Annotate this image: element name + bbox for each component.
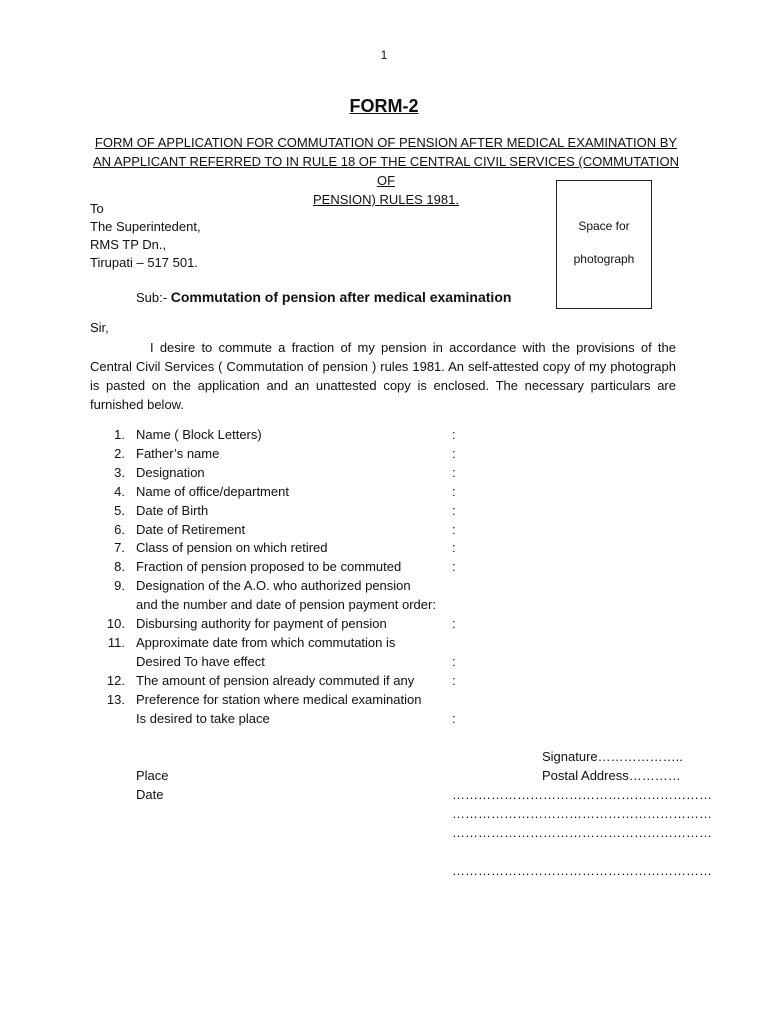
item-colon: : [452, 710, 456, 726]
postal-address-line: Postal Address………… [542, 768, 681, 783]
item-label: Approximate date from which commutation is [136, 634, 396, 650]
item-colon: : [452, 672, 456, 688]
page-number: 1 [380, 48, 388, 62]
item-number: 11. [107, 634, 125, 650]
photo-box-label: Space for [578, 219, 630, 233]
subject-label: Sub:- [136, 290, 168, 305]
subject-line [136, 289, 511, 305]
address-line: The Superintedent, [90, 219, 201, 234]
item-number: 6. [114, 521, 125, 537]
photograph-box [556, 180, 652, 309]
item-number: 7. [114, 540, 125, 556]
item-colon: : [452, 483, 456, 499]
salutation: Sir, [90, 320, 109, 335]
item-number: 8. [114, 559, 125, 575]
item-colon: : [452, 521, 456, 537]
address-dotted-line: …………………………………………………… [452, 825, 712, 840]
body-paragraph [90, 338, 676, 414]
body-text: I desire to commute a fraction of my pension in accordance with the provisions of the Central Civil Services ( Commutation of pension ) rules 1981. An self-attested copy of my photograph is pasted on the application and an unattested copy is enclosed. The necessary particulars are furnished below. [90, 340, 676, 412]
address-line: RMS TP Dn., [90, 237, 167, 252]
item-label: Date of Birth [136, 502, 209, 518]
item-colon: : [452, 616, 456, 631]
item-colon: : [452, 502, 456, 518]
item-colon: : [452, 427, 456, 442]
item-number: 13. [106, 691, 125, 707]
item-label: and the number and date of pension payment order: [136, 597, 436, 613]
item-label: Father’s name [136, 445, 220, 461]
item-number: 5. [114, 502, 125, 518]
item-number: 1. [114, 427, 125, 442]
address-dotted-line: …………………………………………………… [452, 787, 712, 802]
subtitle-line: AN APPLICANT REFERRED TO IN RULE 18 OF THE CENTRAL CIVIL SERVICES (COMMUTATION OF [92, 154, 680, 188]
item-number: 3. [114, 464, 125, 480]
item-label: Name of office/department [136, 483, 289, 499]
address-to: To [90, 201, 104, 216]
address-dotted-line: …………………………………………………… [452, 863, 712, 878]
item-number: 9. [114, 578, 125, 594]
item-label: Preference for station where medical examination [136, 691, 422, 707]
item-colon: : [452, 559, 456, 575]
item-colon: : [452, 653, 456, 669]
item-number: 12. [106, 672, 125, 688]
item-label: Desired To have effect [136, 653, 265, 669]
item-label: Class of pension on which retired [136, 540, 328, 556]
item-number: 4. [114, 483, 125, 499]
address-dotted-line: …………………………………………………… [452, 806, 712, 821]
item-colon: : [452, 445, 456, 461]
date-label: Date [136, 787, 164, 802]
item-number: 10. [106, 616, 125, 631]
address-line: Tirupati – 517 501. [90, 255, 198, 270]
place-label: Place [136, 768, 169, 783]
form-title: FORM-2 [349, 96, 419, 116]
subject-text: Commutation of pension after medical examination [170, 289, 512, 305]
subtitle-line: PENSION) RULES 1981. [313, 192, 459, 207]
item-label: Fraction of pension proposed to be commuted [136, 559, 402, 575]
signature-line: Signature……………….. [542, 749, 683, 764]
item-label: Name ( Block Letters) [136, 427, 262, 442]
photo-box-label: photograph [573, 252, 635, 266]
item-label: Designation [136, 464, 205, 480]
subtitle-line: FORM OF APPLICATION FOR COMMUTATION OF PENSION AFTER MEDICAL EXAMINATION BY [94, 135, 678, 150]
item-label: Date of Retirement [136, 521, 246, 537]
item-label: Disbursing authority for payment of pension [136, 616, 387, 631]
item-number: 2. [114, 445, 125, 461]
item-colon: : [452, 464, 456, 480]
item-label: Designation of the A.O. who authorized pension [136, 578, 411, 594]
item-label: The amount of pension already commuted if any [136, 672, 415, 688]
item-label: Is desired to take place [136, 710, 270, 726]
item-colon: : [452, 540, 456, 556]
